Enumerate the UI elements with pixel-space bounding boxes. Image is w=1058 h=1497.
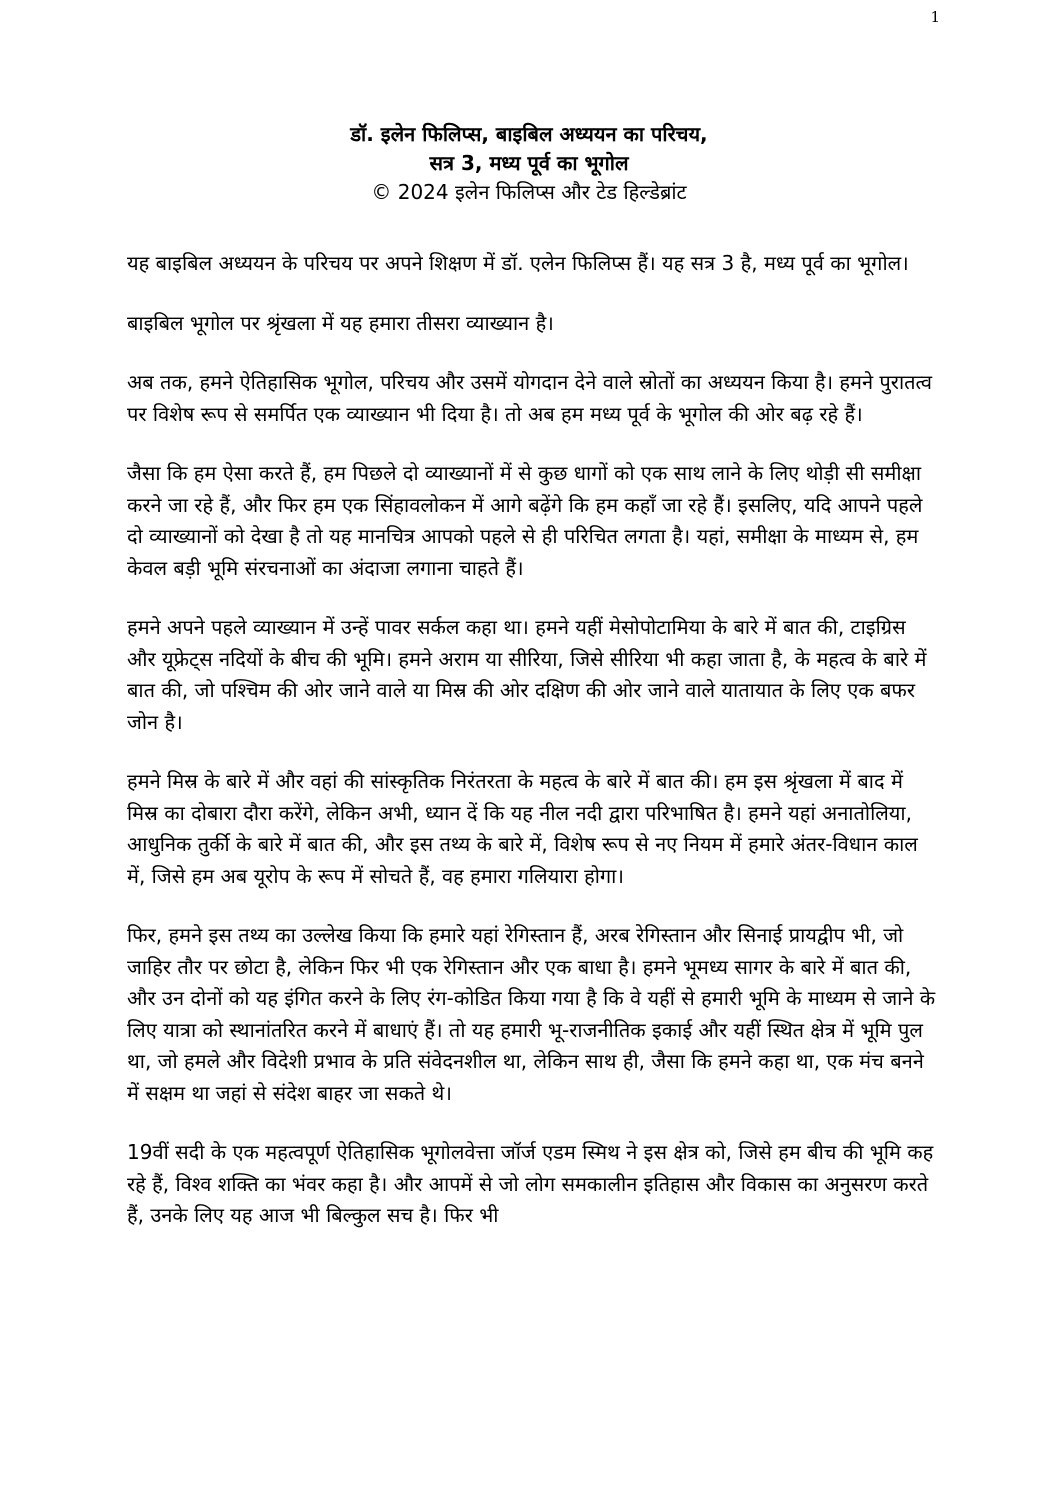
paragraph-7: फिर, हमने इस तथ्य का उल्लेख किया कि हमारे यहां रेगिस्तान हैं, अरब रेगिस्तान और सिनाई प्रायद्वीप भी, जो जाहिर तौर पर छोटा है, लेकिन फिर भी एक रेगिस्तान और एक बाधा है। हमने भूमध्य सागर के बारे में बात की, और उन दोनों को यह इंगित करने के लिए रंग-कोडित किया गया है कि वे यहीं से हमारी भूमि के माध्यम से जाने के लिए यात्रा को स्थानांतरित करने में बाधाएं हैं। तो यह हमारी भू-राजनीतिक इकाई और यहीं स्थित क्षेत्र में भूमि पुल था, जो हमले और विदेशी प्रभाव के प्रति संवेदनशील था, लेकिन साथ ही, जैसा कि हमने कहा था, एक मंच बनने में सक्षम था जहां से संदेश बाहर जा सकते थे। [127, 923, 936, 1105]
title-line-1: डॉ. इलेन फिलिप्स, बाइबिल अध्ययन का परिचय, [350, 122, 708, 146]
paragraph-6: हमने मिस्र के बारे में और वहां की सांस्कृतिक निरंतरता के महत्व के बारे में बात की। हम इस श्रृंखला में बाद में मिस्र का दोबारा दौरा करेंगे, लेकिन अभी, ध्यान दें कि यह नील नदी द्वारा परिभाषित है। हमने यहां अनातोलिया, आधुनिक तुर्की के बारे में बात की, और इस तथ्य के बारे में, विशेष रूप से नए नियम में हमारे अंतर-विधान काल में, जिसे हम अब यूरोप के रूप में सोचते हैं, वह हमारा गलियारा होगा। [127, 769, 918, 888]
paragraph-2: बाइबिल भूगोल पर श्रृंखला में यह हमारा तीसरा व्याख्यान है। [127, 310, 554, 335]
paragraph-8: 19वीं सदी के एक महत्वपूर्ण ऐतिहासिक भूगोलवेत्ता जॉर्ज एडम स्मिथ ने इस क्षेत्र को, जिसे हम बीच की भूमि कह रहे हैं, विश्व शक्ति का भंवर कहा है। और आपमें से जो लोग समकालीन इतिहास और विकास का अनुसरण करते हैं, उनके लिए यह आज भी बिल्कुल सच है। फिर भी [127, 1140, 934, 1227]
document-body [127, 248, 937, 1260]
paragraph-3: अब तक, हमने ऐतिहासिक भूगोल, परिचय और उसमें योगदान देने वाले स्रोतों का अध्ययन किया है। हमने पुरातत्व पर विशेष रूप से समर्पित एक व्याख्यान भी दिया है। तो अब हम मध्य पूर्व के भूगोल की ओर बढ़ रहे हैं। [127, 370, 932, 426]
paragraph-5: हमने अपने पहले व्याख्यान में उन्हें पावर सर्कल कहा था। हमने यहीं मेसोपोटामिया के बारे में बात की, टाइग्रिस और यूफ्रेट्स नदियों के बीच की भूमि। हमने अराम या सीरिया, जिसे सीरिया भी कहा जाता है, के महत्व के बारे में बात की, जो पश्चिम की ओर जाने वाले या मिस्र की ओर दक्षिण की ओर जाने वाले यातायात के लिए एक बफर जोन है। [127, 615, 927, 734]
paragraph-4: जैसा कि हम ऐसा करते हैं, हम पिछले दो व्याख्यानों में से कुछ धागों को एक साथ लाने के लिए थोड़ी सी समीक्षा करने जा रहे हैं, और फिर हम एक सिंहावलोकन में आगे बढ़ेंगे कि हम कहाँ जा रहे हैं। इसलिए, यदि आपने पहले दो व्याख्यानों को देखा है तो यह मानचित्र आपको पहले से ही परिचित लगता है। यहां, समीक्षा के माध्यम से, हम केवल बड़ी भूमि संरचनाओं का अंदाजा लगाना चाहते हैं। [127, 461, 923, 580]
paragraph-1: यह बाइबिल अध्ययन के परिचय पर अपने शिक्षण में डॉ. एलेन फिलिप्स हैं। यह सत्र 3 है, मध्य पूर्व का भूगोल। [127, 251, 909, 275]
page-number: 1 [930, 8, 940, 26]
title-line-2: सत्र 3, मध्य पूर्व का भूगोल [429, 151, 629, 175]
copyright-line: © 2024 इलेन फिलिप्स और टेड हिल्डेब्रांट [371, 180, 687, 204]
document-header [0, 120, 1058, 207]
